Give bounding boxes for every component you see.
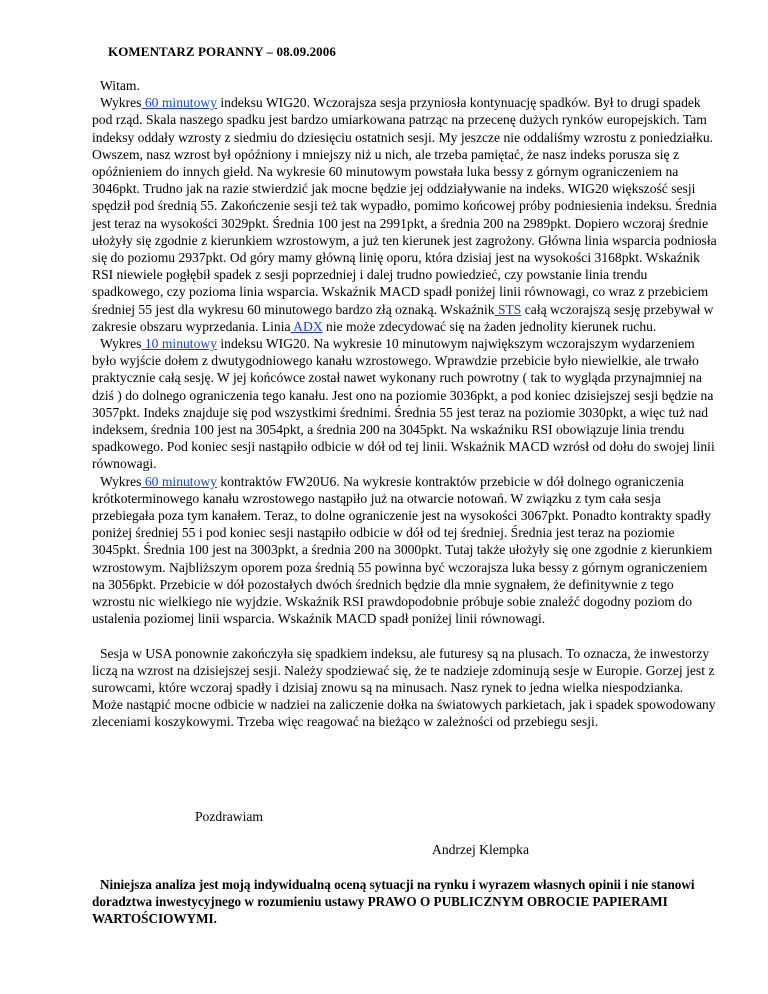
link-10-minutowy[interactable]: 10 minutowy [141, 336, 217, 352]
paragraph-text: Wykres [100, 336, 142, 352]
link-60-minutowy-kontrakty[interactable]: 60 minutowy [141, 473, 217, 489]
link-adx[interactable]: ADX [290, 318, 323, 334]
closing-greeting: Pozdrawiam [195, 809, 263, 824]
document-title: KOMENTARZ PORANNY – 08.09.2006 [108, 44, 336, 59]
paragraph-spacer [92, 628, 717, 645]
paragraph-text: całą wczorajszą sesję przebywał w zakresie obszaru wyprzedania. Linia [92, 301, 714, 334]
legal-disclaimer: Niniejsza analiza jest moją indywidualną oceną sytuacji na rynku i wyrazem własnych opinii i nie stanowi doradztwa inwestycyjnego w rozumieniu ustawy PRAWO O PUBLICZNYM OBROCIE PAPIERAMI WARTOŚCIOWYMI. [92, 877, 695, 926]
link-60-minutowy[interactable]: 60 minutowy [141, 95, 217, 111]
paragraph-text: Wykres [100, 95, 142, 111]
paragraph-text: kontraktów FW20U6. Na wykresie kontraktów przebicie w dół dolnego ograniczenia krótkoterminowego kanału wzrostowego nastąpiło już na otwarcie notowań. W związku z tym cała sesja przebiegała poza tym kanałem. Teraz, to dolne ograniczenie jest na wysokości 3067pkt. Ponadto kontrakty spadły poniżej średniej 55 i pod koniec sesji nastąpiło odbicie w dół od tej średniej. Średnia jest teraz na poziomie 3045pkt. Średnia 100 jest na 3003pkt, a średnia 200 na 3000pkt. Tutaj także ułożyły się one zgodnie z kierunkiem wzrostowym. Najbliższym oporem poza średnią 55 powinna być wczorajsza luka bessy z górnym ograniczeniem na 3056pkt. Przebicie w dół pozostałych dwóch średnich będzie dla mnie sygnałem, że definitywnie z tego wzrostu nic wielkiego nie wyjdzie. Wskaźnik RSI prawdopodobnie próbuje sobie znaleźć dogodny poziom do ustalenia poziomej linii wsparcia. Wskaźnik MACD spadł poniżej linii równowagi. [92, 473, 713, 627]
paragraph-text: indeksu WIG20. Na wykresie 10 minutowym największym wczorajszym wydarzeniem było wyjście dołem z dwutygodniowego kanału wzrostowego. Wprawdzie przebicie było niewielkie, ale trwało praktycznie całą sesję. W jej końcówce został nawet wykonany ruch powrotny ( tak to wygląda przynajmniej na dziś ) do dolnego ograniczenia tego kanału. Jest ono na poziomie 3036pkt, a pod koniec dzisiejszej sesji będzie na 3057pkt. Indeks znajduje się pod wszystkimi średnimi. Średnia 55 jest teraz na poziomie 3030pkt, a więc tuż nad indeksem, średnia 100 jest na 3054pkt, a średnia 200 na 3045pkt. Na wskaźniku RSI obowiązuje linia trendu spadkowego. Pod koniec sesji nastąpiło odbicie w dół od tej linii. Wskaźnik MACD wzrósł od dołu do swojej linii równowagi. [92, 336, 715, 472]
paragraph-text: indeksu WIG20. Wczorajsza sesja przyniosła kontynuację spadków. Był to drugi spadek pod rząd. Skala naszego spadku jest bardzo umiarkowana patrząc na przecenę dużych rynków europejskich. Tam indeksy oddały wzrosty z siedmiu do dziesięciu ostatnich sesji. My jeszcze nie oddaliśmy wzrostu z poniedziałku. Owszem, nasz wzrost był opóźniony i mniejszy niż u nich, ale trzeba pamiętać, że nasz indeks porusza się z opóźnieniem do innych giełd. Na wykresie 60 minutowym powstała luka bessy z górnym ograniczeniem na 3046pkt. Trudno jak na razie stwierdzić jak mocne będzie jej oddziaływanie na indeks. WIG20 większość sesji spędził pod średnią 55. Zakończenie sesji też tak wypadło, pomimo końcowej próby podniesienia indeksu. Średnia jest teraz na wysokości 3029pkt. Średnia 100 jest na 2991pkt, a średnia 200 na 2989pkt. Dopiero wczoraj średnie ułożyły się zgodnie z kierunkiem wzrostowym, a już ten kierunek jest zagrożony. Główna linia wsparcia podniosła się do poziomu 2937pkt. Od góry mamy główną linię oporu, która dzisiaj jest na wysokości 3168pkt. Wskaźnik RSI niewiele pogłębił spadek z sesji poprzedniej i dalej trudno powiedzieć, czy powstanie linia trendu spadkowego, czy pozioma linia wsparcia. Wskaźnik MACD spadł poniżej linii równowagi, co wraz z przebiciem średniej 55 jest dla wykresu 60 minutowego bardzo złą oznaką. Wskaźnik [92, 95, 717, 317]
greeting-open: Witam. [100, 78, 140, 93]
paragraph-usa-session: Sesja w USA ponownie zakończyła się spadkiem indeksu, ale futuresy są na plusach. To oznacza, że inwestorzy liczą na wzrost na dzisiejszej sesji. Należy spodziewać się, że te nadzieje zdominują sesje w Europie. Gorzej jest z surowcami, które wczoraj spadły i dzisiaj znowu są na minusach. Nasz rynek to jedna wielka niespodzianka. Może nastąpić mocne odbicie w nadziei na zaliczenie dołka na światowych parkietach, jak i spadek spowodowany zleceniami koszykowymi. Trzeba więc reagować na bieżąco w zależności od przebiegu sesji. [92, 645, 716, 730]
author-signature: Andrzej Klempka [432, 842, 530, 857]
paragraph-wig20-60min [92, 94, 717, 335]
paragraph-wig20-10min [92, 335, 717, 473]
paragraph-text: nie może zdecydować się na żaden jednolity kierunek ruchu. [322, 318, 657, 334]
link-sts[interactable]: STS [494, 301, 522, 317]
document-body [92, 77, 717, 731]
paragraph-fw20u6-60min [92, 473, 717, 628]
paragraph-text: Wykres [100, 473, 142, 489]
